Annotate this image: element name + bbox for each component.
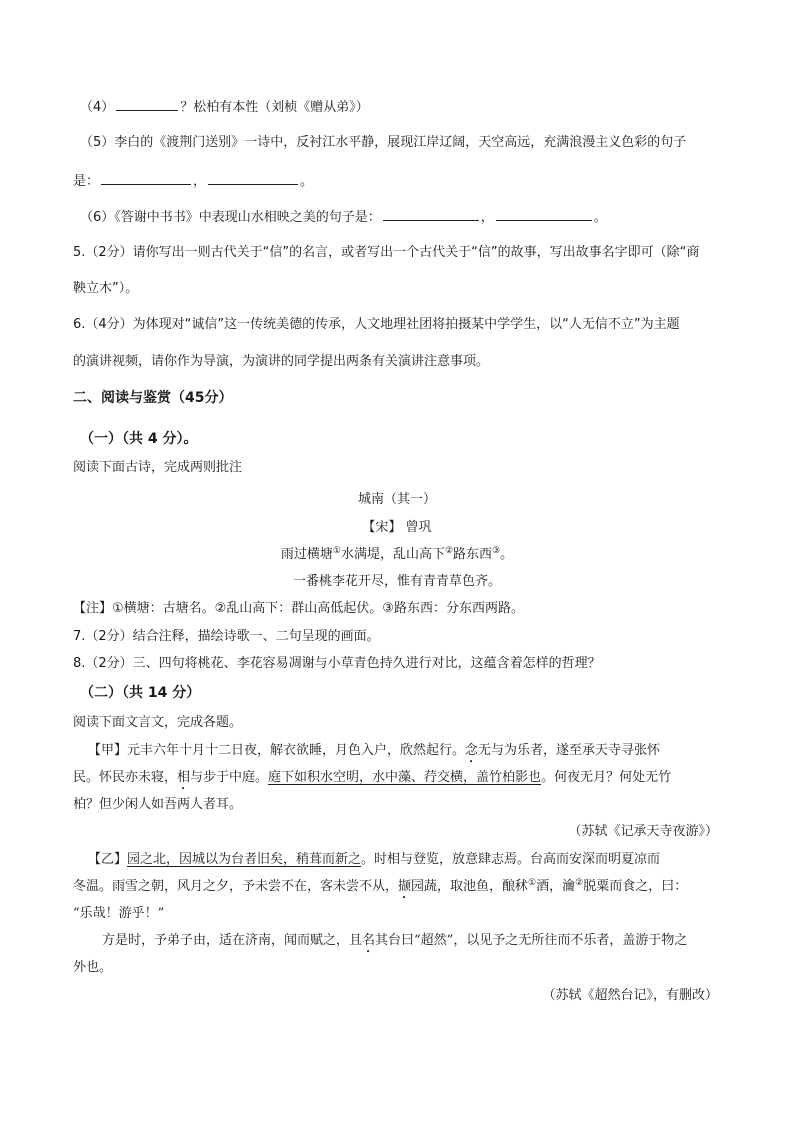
- comma: ，: [193, 174, 207, 189]
- q4-5-line2: [73, 171, 313, 191]
- q5-line1: 5.（2分）请你写出一则古代关于“信”的名言，或者写出一个古代关于“信”的故事，写出故事名字即可（除“商: [73, 245, 700, 260]
- part2-title: （二）（共 14 分）: [80, 685, 201, 701]
- period: 。: [300, 174, 314, 189]
- q7: 7.（2分）结合注释，描绘诗歌一、二句呈现的画面。: [73, 629, 380, 644]
- answer-blank[interactable]: [116, 97, 178, 111]
- yi-text: 冬温。雨雪之朝，风月之夕，予未尝不在，客未尝不从，: [73, 879, 399, 894]
- dotted-word: 相: [177, 770, 191, 785]
- yi-text: 酒，瀹: [536, 879, 576, 894]
- q5-line2: 鞅立木”）。: [73, 281, 139, 296]
- dotted-word: 撷: [398, 879, 412, 894]
- part1-title: （一）（共 4 分）。: [80, 431, 198, 447]
- poem-text: 水满堤，乱山高下: [340, 547, 445, 562]
- footnote-marker: ①: [528, 878, 537, 888]
- yi-text: 【乙】: [88, 852, 128, 867]
- jia-text: 民。怀民亦未寝，: [73, 770, 178, 785]
- poem-text: 。: [500, 547, 514, 562]
- jia-text: 。何夜无月？何处无竹: [541, 770, 672, 785]
- answer-blank[interactable]: [496, 207, 592, 221]
- q4-4-number: （4）: [80, 100, 115, 115]
- yi-text: 脱粟而食之，曰：: [583, 879, 688, 894]
- yi-source: （苏轼《超然台记》，有删改）: [542, 988, 718, 1003]
- jia-line-1: [88, 742, 660, 766]
- poem-author: 【宋】 曾巩: [362, 520, 432, 535]
- yi-line-3: “乐哉！游乎！”: [73, 906, 165, 921]
- poem-note: 【注】①横塘：古塘名。②乱山高下：群山高低起伏。③路东西：分东西两路。: [73, 601, 524, 616]
- answer-blank[interactable]: [208, 171, 298, 185]
- jia-text: 与步于中庭。: [190, 770, 269, 785]
- poem-line-2: 一番桃李花开尽，惟有青青草色齐。: [292, 574, 501, 589]
- jia-line-3: 柏？但少闲人如吾两人者耳。: [73, 797, 243, 812]
- footnote-marker: ③: [492, 546, 501, 556]
- q8: 8.（2分）三、四句将桃花、李花容易凋谢与小草青色持久进行对比，这蕴含着怎样的哲理？: [73, 656, 601, 671]
- poem-text: 路东西: [453, 547, 493, 562]
- q4-5-line1: （5）李白的《渡荆门送别》一诗中，反衬江水平静，展现江岸辽阔，天空高远，充满浪漫主义色彩的句子: [80, 135, 687, 150]
- part1-instruction: 阅读下面古诗，完成两则批注: [73, 460, 243, 475]
- jia-source: （苏轼《记承天寺夜游》）: [568, 824, 718, 839]
- q4-4-line: [80, 97, 369, 117]
- yi-text: 。时相与登览，放意肆志焉。台高而安深而明夏凉而: [361, 852, 661, 867]
- dotted-word: 念: [465, 743, 479, 758]
- yi-line-5: 外也。: [73, 960, 113, 975]
- q6-line1: 6.（4分）为体现对“诚信”这一传统美德的传承，人文地理社团将拍摄某中学学生，以“人无信不立”为主题: [73, 317, 680, 332]
- footnote-marker: ②: [575, 878, 584, 888]
- section-title: 二、阅读与鉴赏（45分）: [73, 390, 233, 406]
- underlined-sentence: 庭下如积水空明，水中藻、荇交横，盖竹柏影也: [268, 770, 542, 785]
- answer-blank[interactable]: [383, 207, 479, 221]
- q6-line2: 的演讲视频，请你作为导演，为演讲的同学提出两条有关演讲注意事项。: [73, 354, 490, 369]
- yi-line-1: [88, 851, 660, 869]
- answer-blank[interactable]: [101, 171, 191, 185]
- poem-line-1: [0, 546, 794, 564]
- period: 。: [593, 210, 607, 225]
- footnote-marker: ②: [444, 546, 454, 556]
- dotted-word: 名: [362, 933, 376, 948]
- yi-text: 方是时，予弟子由，适在济南，闻而赋之，且: [102, 933, 363, 948]
- q4-4-text: ？松柏有本性（刘桢《赠从弟》）: [180, 100, 369, 115]
- comma: ，: [480, 210, 494, 225]
- yi-text: 其台曰“超然”，以见予之无所往而不乐者，盖游于物之: [375, 933, 688, 948]
- poem-title: 城南（其一）: [357, 492, 436, 507]
- yi-line-4: [102, 932, 687, 956]
- footnote-marker: ①: [332, 546, 341, 556]
- jia-text: 【甲】元丰六年十月十二日夜，解衣欲睡，月色入户，欣然起行。: [88, 743, 466, 758]
- q4-6-line: [80, 207, 607, 227]
- yi-line-2: [73, 878, 687, 902]
- part2-instruction: 阅读下面文言文，完成各题。: [73, 715, 243, 730]
- yi-text: 园蔬，取池鱼，酿秫: [411, 879, 529, 894]
- q4-5-prefix: 是：: [73, 174, 100, 189]
- poem-text: 雨过横塘: [280, 547, 333, 562]
- underlined-sentence: 园之北，因城以为台者旧矣，稍葺而新之: [127, 852, 362, 867]
- jia-line-2: [73, 769, 671, 793]
- jia-text: 无与为乐者，遂至承天寺寻张怀: [478, 743, 661, 758]
- q4-6-text: （6）《答谢中书书》中表现山水相映之美的句子是：: [80, 210, 381, 225]
